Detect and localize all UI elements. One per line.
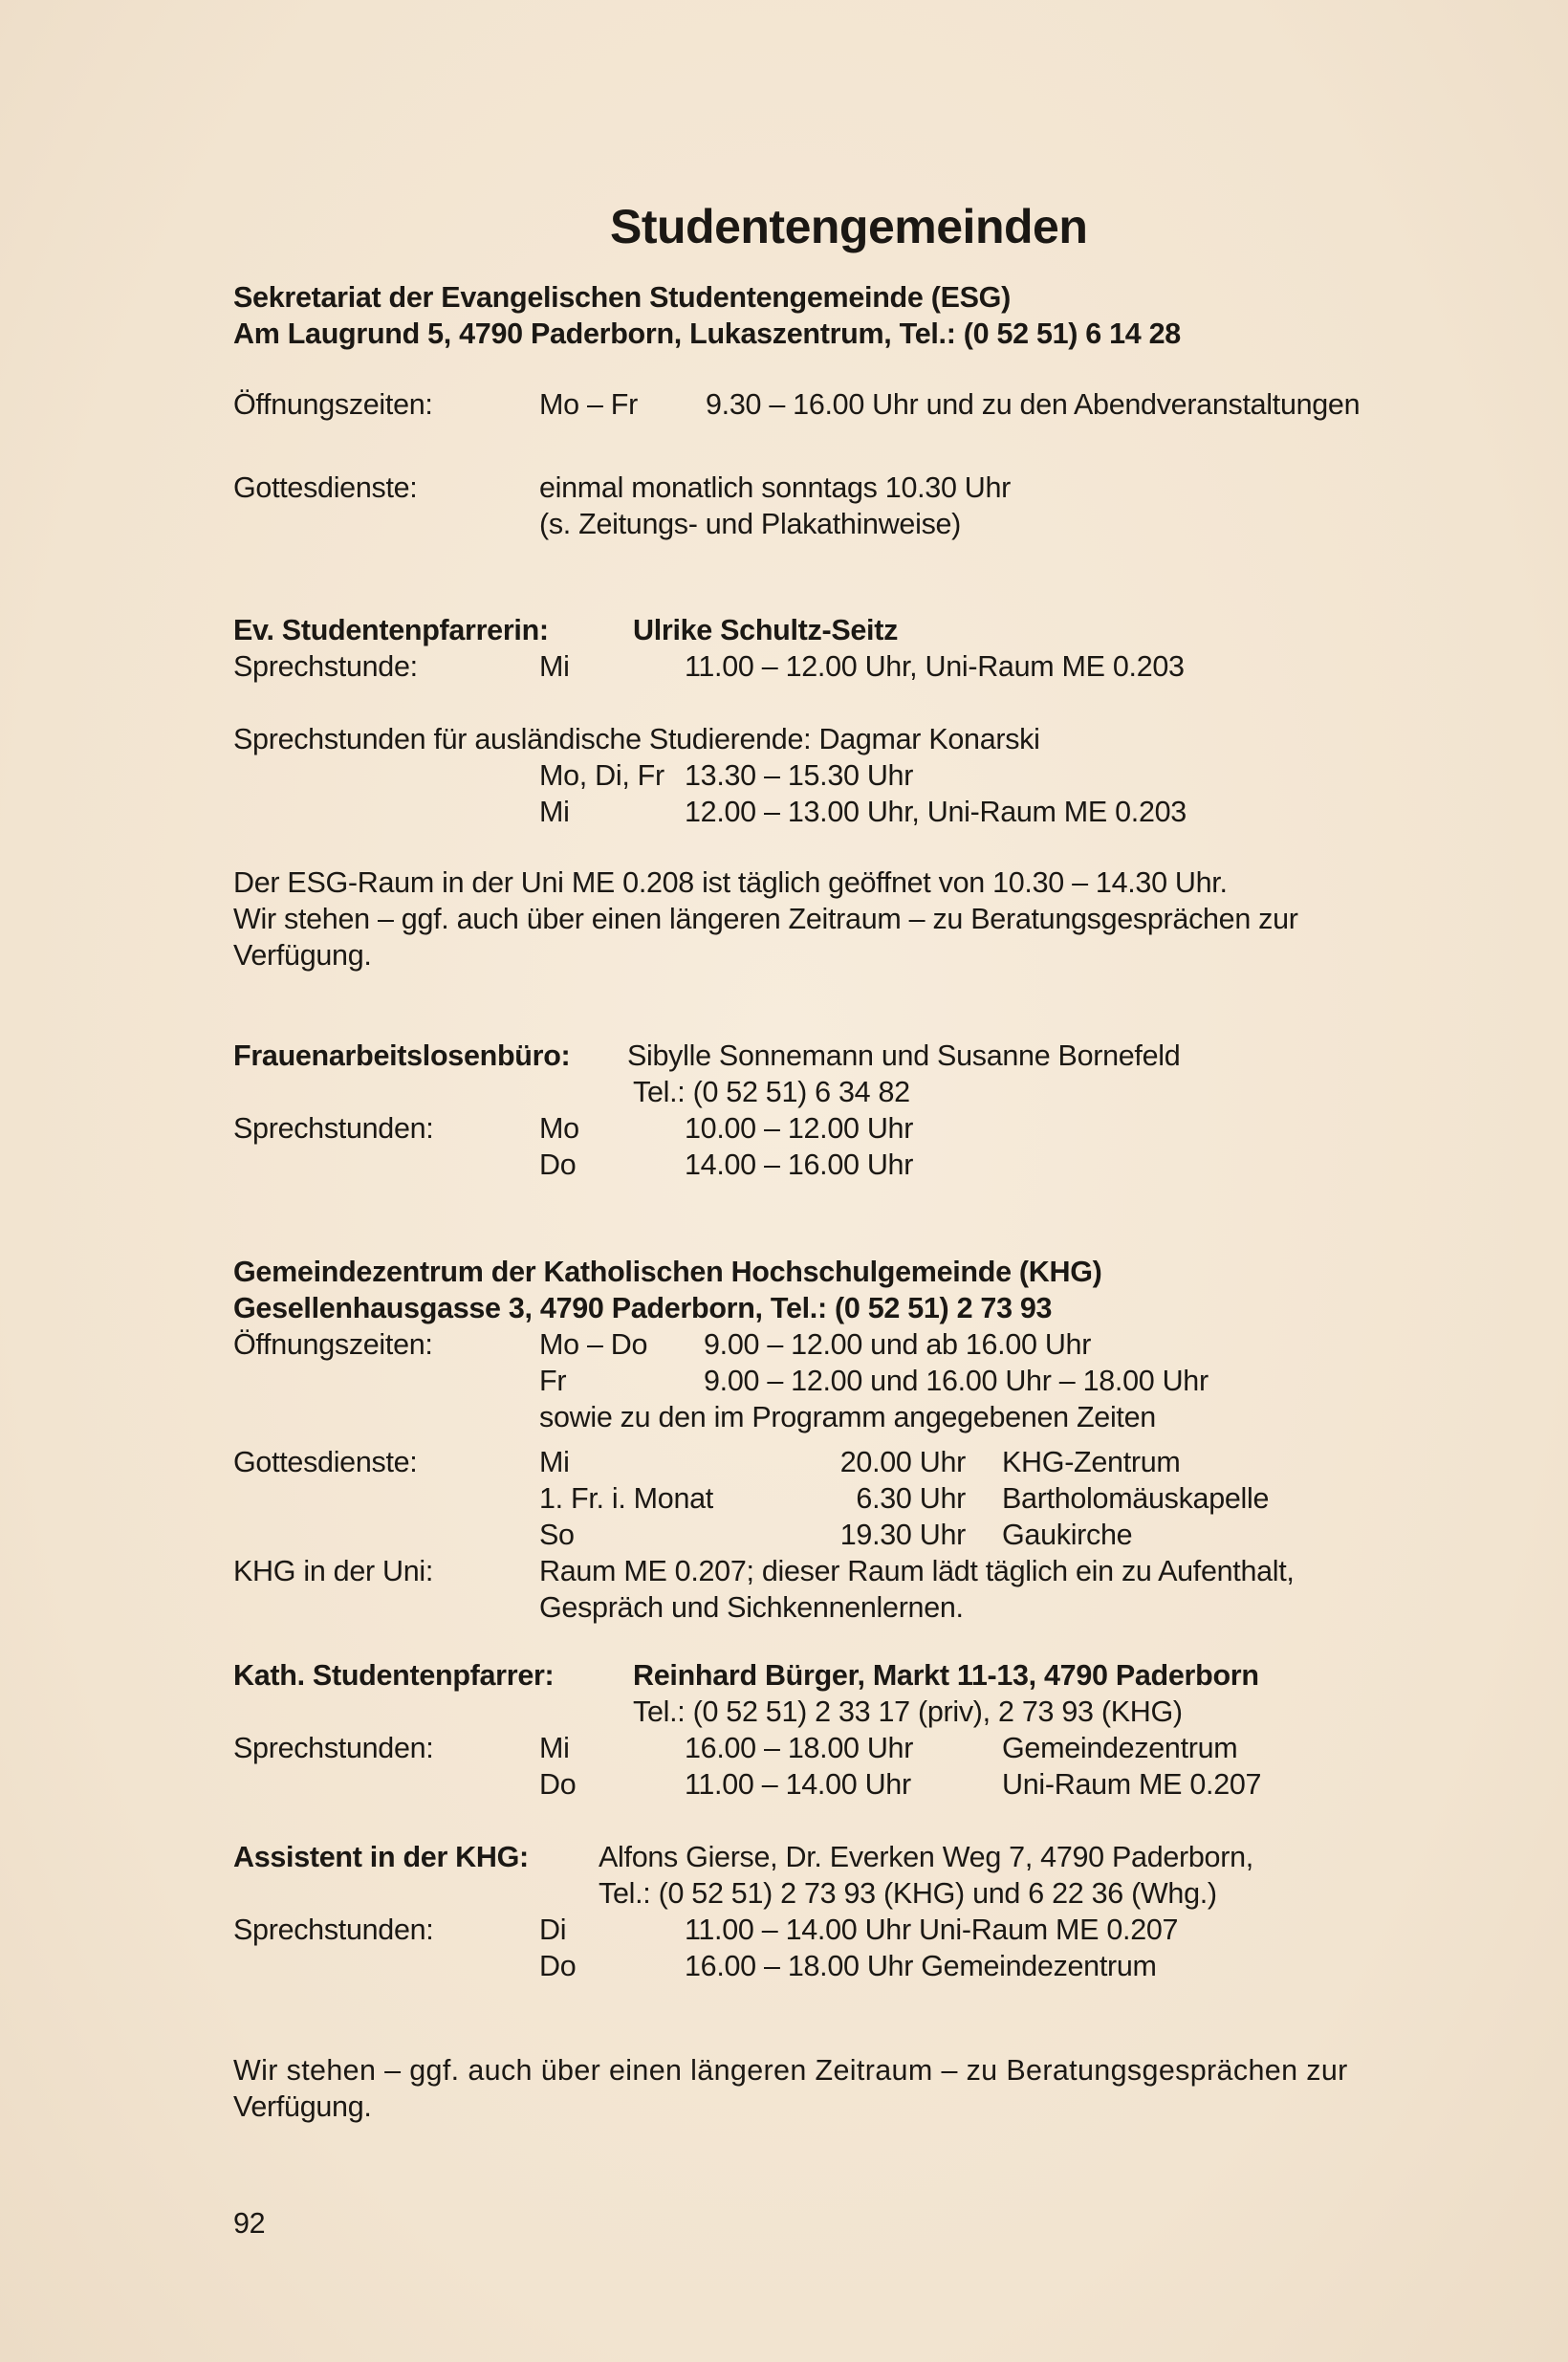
khg-service-time: 19.30 Uhr <box>839 1519 966 1551</box>
khg-open-days2: Fr <box>539 1365 567 1397</box>
esg-intl-days1: Mo, Di, Fr <box>539 759 664 792</box>
khg-assistant-day1: Di <box>539 1914 567 1946</box>
khg-service-place: Gaukirche <box>1002 1519 1133 1551</box>
khg-assistant-time2: 16.00 – 18.00 Uhr Gemeindezentrum <box>685 1950 1157 1982</box>
esg-intl-times1: 13.30 – 15.30 Uhr <box>685 759 914 792</box>
khg-uni-label: KHG in der Uni: <box>233 1555 434 1587</box>
esg-consult-day: Mi <box>539 650 570 683</box>
esg-intl-times2: 12.00 – 13.00 Uhr, Uni-Raum ME 0.203 <box>685 796 1187 828</box>
esg-intl-days2: Mi <box>539 796 570 828</box>
khg-pastor-name: Reinhard Bürger, Markt 11-13, 4790 Paderborn <box>633 1659 1259 1692</box>
khg-pastor-day1: Mi <box>539 1732 570 1764</box>
frauen-day1: Mo <box>539 1112 579 1145</box>
khg-service-day: So <box>539 1519 575 1551</box>
khg-open-days1: Mo – Do <box>539 1328 648 1361</box>
khg-assistant-time1: 11.00 – 14.00 Uhr Uni-Raum ME 0.207 <box>685 1914 1179 1946</box>
page-title: Studentengemeinden <box>610 200 1088 253</box>
esg-pastor-label: Ev. Studentenpfarrerin: <box>233 614 549 646</box>
frauen-label: Frauenarbeitslosenbüro: <box>233 1039 571 1072</box>
khg-uni-line1: Raum ME 0.207; dieser Raum lädt täglich ein zu Aufenthalt, <box>539 1555 1295 1587</box>
frauen-consult-label: Sprechstunden: <box>233 1112 434 1145</box>
khg-uni-line2: Gespräch und Sichkennenlernen. <box>539 1591 964 1624</box>
khg-opening-label: Öffnungszeiten: <box>233 1328 433 1361</box>
khg-assistant-name: Alfons Gierse, Dr. Everken Weg 7, 4790 Paderborn, <box>599 1841 1253 1873</box>
khg-pastor-label: Kath. Studentenpfarrer: <box>233 1659 555 1692</box>
esg-opening-times: 9.30 – 16.00 Uhr und zu den Abendveranstaltungen <box>706 388 1361 421</box>
khg-assistant-day2: Do <box>539 1950 577 1982</box>
khg-pastor-day2: Do <box>539 1768 577 1801</box>
khg-open-times2: 9.00 – 12.00 und 16.00 Uhr – 18.00 Uhr <box>704 1365 1209 1397</box>
esg-services-label: Gottesdienste: <box>233 471 418 504</box>
esg-opening-days: Mo – Fr <box>539 388 638 421</box>
esg-room-line3: Verfügung. <box>233 939 372 972</box>
khg-open-times1: 9.00 – 12.00 und ab 16.00 Uhr <box>704 1328 1092 1361</box>
khg-assistant-consult-label: Sprechstunden: <box>233 1914 434 1946</box>
khg-pastor-consult-label: Sprechstunden: <box>233 1732 434 1764</box>
esg-pastor-name: Ulrike Schultz-Seitz <box>633 614 899 646</box>
khg-service-day: 1. Fr. i. Monat <box>539 1482 713 1515</box>
esg-services-line2: (s. Zeitungs- und Plakathinweise) <box>539 508 962 540</box>
khg-header-line1: Gemeindezentrum der Katholischen Hochschulgemeinde (KHG) <box>233 1256 1102 1288</box>
khg-service-time: 6.30 Uhr <box>856 1482 966 1515</box>
khg-pastor-time1: 16.00 – 18.00 Uhr <box>685 1732 914 1764</box>
khg-service-place: KHG-Zentrum <box>1002 1446 1181 1478</box>
esg-header-line1: Sekretariat der Evangelischen Studentengemeinde (ESG) <box>233 281 1011 314</box>
khg-services-label: Gottesdienste: <box>233 1446 418 1478</box>
khg-pastor-place2: Uni-Raum ME 0.207 <box>1002 1768 1262 1801</box>
khg-service-place: Bartholomäuskapelle <box>1002 1482 1270 1515</box>
esg-room-line1: Der ESG-Raum in der Uni ME 0.208 ist täglich geöffnet von 10.30 – 14.30 Uhr. <box>233 866 1228 899</box>
esg-services-line1: einmal monatlich sonntags 10.30 Uhr <box>539 471 1012 504</box>
khg-closing-line2: Verfügung. <box>233 2090 372 2123</box>
khg-open-note: sowie zu den im Programm angegebenen Zeiten <box>539 1401 1156 1433</box>
khg-pastor-tel: Tel.: (0 52 51) 2 33 17 (priv), 2 73 93 (KHG) <box>633 1695 1183 1728</box>
page-number: 92 <box>233 2207 266 2240</box>
frauen-time2: 14.00 – 16.00 Uhr <box>685 1148 914 1181</box>
khg-pastor-time2: 11.00 – 14.00 Uhr <box>685 1768 911 1801</box>
khg-assistant-label: Assistent in der KHG: <box>233 1841 529 1873</box>
esg-header-line2: Am Laugrund 5, 4790 Paderborn, Lukaszentrum, Tel.: (0 52 51) 6 14 28 <box>233 317 1181 350</box>
khg-closing-line1: Wir stehen – ggf. auch über einen längeren Zeitraum – zu Beratungsgesprächen zur <box>233 2054 1348 2087</box>
esg-consult-label: Sprechstunde: <box>233 650 418 683</box>
frauen-tel: Tel.: (0 52 51) 6 34 82 <box>633 1076 910 1108</box>
khg-service-day: Mi <box>539 1446 570 1478</box>
esg-room-line2: Wir stehen – ggf. auch über einen längeren Zeitraum – zu Beratungsgesprächen zur <box>233 903 1298 935</box>
khg-service-time: 20.00 Uhr <box>839 1446 966 1478</box>
khg-assistant-tel: Tel.: (0 52 51) 2 73 93 (KHG) und 6 22 36 (Whg.) <box>599 1877 1217 1910</box>
esg-opening-label: Öffnungszeiten: <box>233 388 433 421</box>
frauen-time1: 10.00 – 12.00 Uhr <box>685 1112 914 1145</box>
khg-pastor-place1: Gemeindezentrum <box>1002 1732 1238 1764</box>
esg-consult-times: 11.00 – 12.00 Uhr, Uni-Raum ME 0.203 <box>685 650 1185 683</box>
frauen-day2: Do <box>539 1148 577 1181</box>
frauen-names: Sibylle Sonnemann und Susanne Bornefeld <box>627 1039 1181 1072</box>
khg-header-line2: Gesellenhausgasse 3, 4790 Paderborn, Tel.: (0 52 51) 2 73 93 <box>233 1292 1053 1324</box>
esg-intl-line: Sprechstunden für ausländische Studierende: Dagmar Konarski <box>233 723 1040 755</box>
